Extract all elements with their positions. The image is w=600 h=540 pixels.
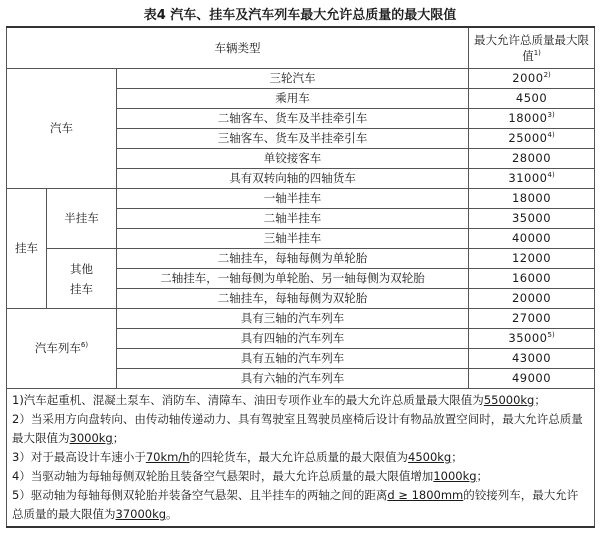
mass-value-cell: [469, 69, 595, 89]
mass-value-cell: 40000: [469, 229, 595, 249]
vehicle-type-cell: 乘用车: [117, 89, 469, 109]
footnote-1: [12, 391, 589, 410]
mass-value-cell: 20000: [469, 289, 595, 309]
mass-value-cell: [469, 149, 595, 169]
table-row: [7, 249, 595, 269]
footnote-condition: d ≥ 1800mm: [387, 488, 464, 502]
vehicle-type-cell: 单铰接客车: [117, 149, 469, 169]
footnote-value: 4500kg: [408, 450, 452, 464]
header-value-cell: [469, 27, 595, 69]
footnote-text: 1)汽车起重机、混凝土泵车、消防车、清障车、油田专项作业车的最大允许总质量最大限值为: [12, 393, 484, 407]
vehicle-type-cell: 三轴半挂车: [117, 229, 469, 249]
vehicle-type-cell: 二轴客车、货车及半挂牵引车: [117, 109, 469, 129]
mass-value-cell: [469, 89, 595, 109]
mass-value: 49000: [511, 371, 552, 385]
vehicle-type-cell: 三轴客车、货车及半挂牵引车: [117, 129, 469, 149]
footnote-value: 37000kg: [115, 507, 167, 521]
mass-value-cell: [469, 349, 595, 369]
mass-value: 27000: [511, 311, 552, 325]
footnote-text: 2）当采用方向盘转向、由传动轴传递动力、具有驾驶室且驾驶员座椅后设计有物品放置空间时，最大允许总质量最大限值为: [12, 412, 583, 445]
mass-value-cell: 12000: [469, 249, 595, 269]
footnote-ref: 3): [547, 111, 555, 120]
vehicle-type-cell: 三轮汽车: [117, 69, 469, 89]
footnote-ref: 5): [547, 331, 555, 340]
vehicle-type-cell: 具有五轴的汽车列车: [117, 349, 469, 369]
footnote-punct: ；: [476, 469, 489, 483]
vehicle-type-cell: 一轴半挂车: [117, 189, 469, 209]
footnote-speed: 70km/h: [145, 450, 190, 464]
group-semi-trailer-cell: 半挂车: [47, 189, 117, 249]
footnote-value: 1000kg: [433, 469, 477, 483]
table-row: [7, 189, 595, 209]
footnote-text: 4）当驱动轴为每轴每侧双轮胎且装备空气悬架时，最大允许总质量的最大限值增加: [12, 469, 434, 483]
mass-value-cell: [469, 169, 595, 189]
mass-value: 2000: [512, 71, 544, 85]
vehicle-type-cell: 二轴挂车，一轴每侧为单轮胎、另一轴每侧为双轮胎: [117, 269, 469, 289]
footnote-value: 3000kg: [69, 431, 113, 445]
footnote-ref: 4): [547, 171, 555, 180]
footnote-punct: ；: [451, 450, 463, 464]
mass-value: 18000: [508, 111, 548, 125]
footnote-text: 3）对于最高设计车速小于: [12, 450, 146, 464]
table-caption: 表4 汽车、挂车及汽车列车最大允许总质量的最大限值: [143, 8, 457, 23]
vehicle-type-cell: 具有六轴的汽车列车: [117, 369, 469, 389]
footnote-text: 5）驱动轴为每轴每侧双轮胎并装备空气悬架、且半挂车的两轴之间的距离: [12, 488, 388, 502]
footnote-2: [12, 410, 589, 448]
vehicle-type-cell: 具有双转向轴的四轴货车: [117, 169, 469, 189]
vehicle-type-cell: 二轴挂车，每轴每侧为单轮胎: [117, 249, 469, 269]
mass-value: 4500: [515, 91, 548, 105]
footnote-ref: 6): [80, 341, 89, 350]
footnotes-cell: [7, 389, 595, 528]
mass-value: 43000: [511, 351, 552, 365]
mass-value: 25000: [508, 131, 548, 145]
footnote-text: 的四轮货车，最大允许总质量的最大限值为: [189, 450, 408, 464]
mass-limit-table: [6, 26, 595, 528]
footnote-punct: 。: [166, 507, 178, 521]
header-value-label: 最大允许总质量最大限值: [474, 33, 590, 63]
mass-value-cell: 35000: [469, 209, 595, 229]
footnote-3: [12, 448, 589, 467]
mass-value: 31000: [508, 171, 548, 185]
mass-value: 28000: [511, 151, 552, 165]
mass-value-cell: [469, 329, 595, 349]
group-other-trailer-cell: 其他挂车: [47, 249, 117, 309]
footnote-5: [12, 486, 589, 524]
mass-value-cell: [469, 309, 595, 329]
group-train-cell: [7, 309, 117, 389]
header-row: [7, 27, 595, 69]
footnote-ref: 2): [543, 71, 551, 80]
vehicle-type-cell: 二轴半挂车: [117, 209, 469, 229]
header-type-cell: 车辆类型: [7, 27, 469, 69]
mass-value-cell: 16000: [469, 269, 595, 289]
notes-row: [7, 389, 595, 528]
group-trailer-cell: 挂车: [7, 189, 47, 309]
header-value-note: 1): [533, 49, 541, 58]
mass-value-cell: [469, 109, 595, 129]
table-row: [7, 69, 595, 89]
footnote-4: [12, 467, 589, 486]
mass-value-cell: [469, 369, 595, 389]
footnote-punct: ；: [534, 393, 546, 407]
footnote-ref: 4): [547, 131, 555, 140]
group-train-label: 汽车列车: [34, 341, 81, 355]
mass-value-cell: [469, 129, 595, 149]
footnote-value: 55000kg: [483, 393, 535, 407]
vehicle-type-cell: 二轴挂车，每轴每侧为双轮胎: [117, 289, 469, 309]
mass-value-cell: 18000: [469, 189, 595, 209]
mass-value: 35000: [508, 331, 548, 345]
vehicle-type-cell: 具有三轴的汽车列车: [117, 309, 469, 329]
footnote-text: 的铰接列车，最大允许总质量的最大限值为: [12, 488, 579, 521]
table-row: [7, 309, 595, 329]
vehicle-type-cell: 具有四轴的汽车列车: [117, 329, 469, 349]
group-car-cell: 汽车: [7, 69, 117, 189]
footnote-punct: ；: [112, 431, 125, 445]
